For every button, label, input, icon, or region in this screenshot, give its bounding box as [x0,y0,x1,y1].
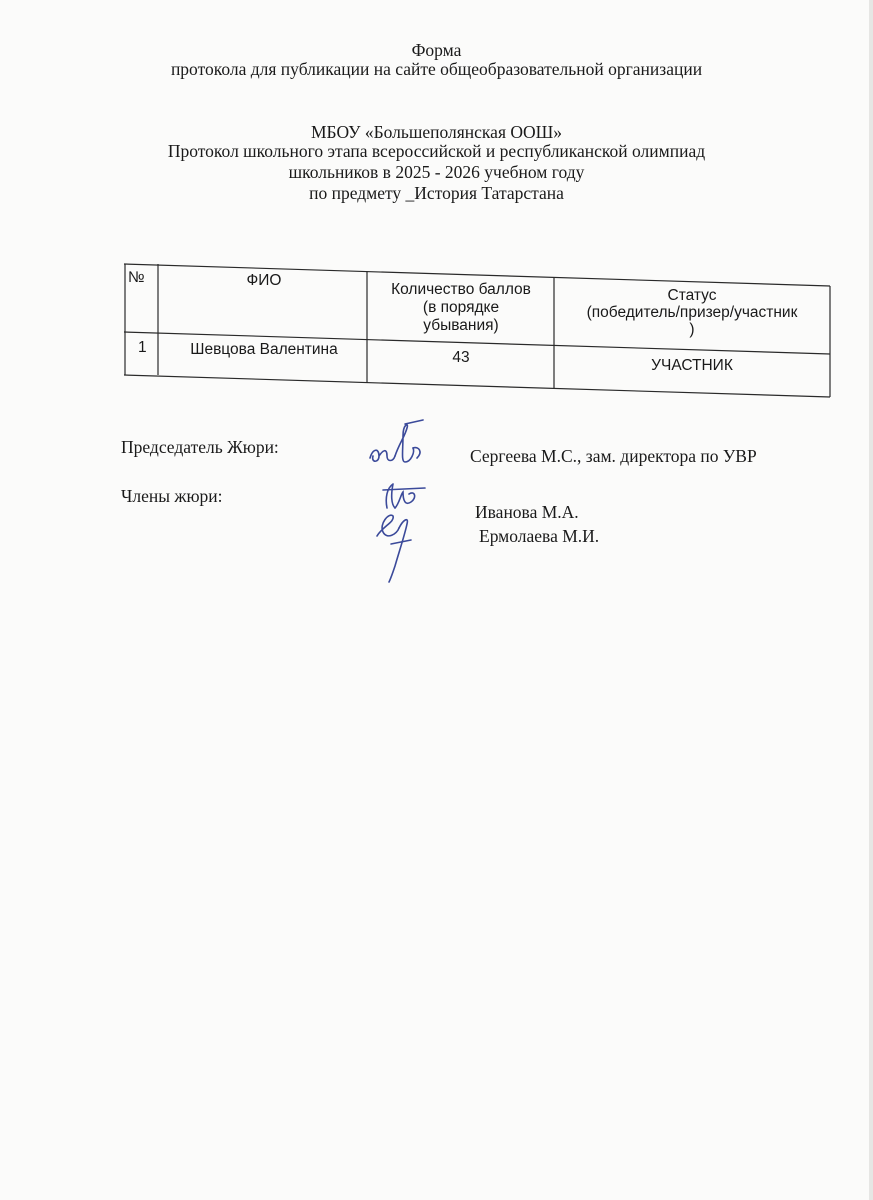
row-status: УЧАСТНИК [651,357,733,374]
header-score-line1: Количество баллов [391,281,531,298]
subject-line: по предмету _История Татарстана [309,183,564,203]
header-fio: ФИО [246,272,282,289]
chair-name: Сергеева М.С., зам. директора по УВР [470,446,757,466]
chair-label: Председатель Жюри: [121,437,279,457]
form-purpose: протокола для публикации на сайте общеобразовательной организации [170,59,703,79]
header-num: № [128,269,145,286]
members-signatures [365,474,440,584]
row-num: 1 [138,339,147,356]
protocol-title-line1: Протокол школьного этапа всероссийской и республиканской олимпиад [167,141,706,161]
row-score: 43 [452,349,470,366]
results-table [124,263,831,399]
school-name: МБОУ «Большеполянская ООШ» [310,122,563,142]
row-fio: Шевцова Валентина [190,341,338,358]
member-2-name: Ермолаева М.И. [479,526,600,546]
header-score-line2: (в порядке [422,299,500,316]
chair-signature [365,418,435,470]
header-status-line1: Статус [667,287,717,304]
protocol-title-line2: школьников в 2025 - 2026 учебном году [288,162,585,182]
header-status-line2: (победитель/призер/участник [586,304,798,321]
member-1-name: Иванова М.А. [475,502,579,522]
members-label: Члены жюри: [121,486,223,506]
page-edge [869,0,873,1200]
form-title: Форма [411,40,462,60]
header-score-line3: убывания) [423,317,499,334]
header-status-line3: ) [689,321,695,338]
